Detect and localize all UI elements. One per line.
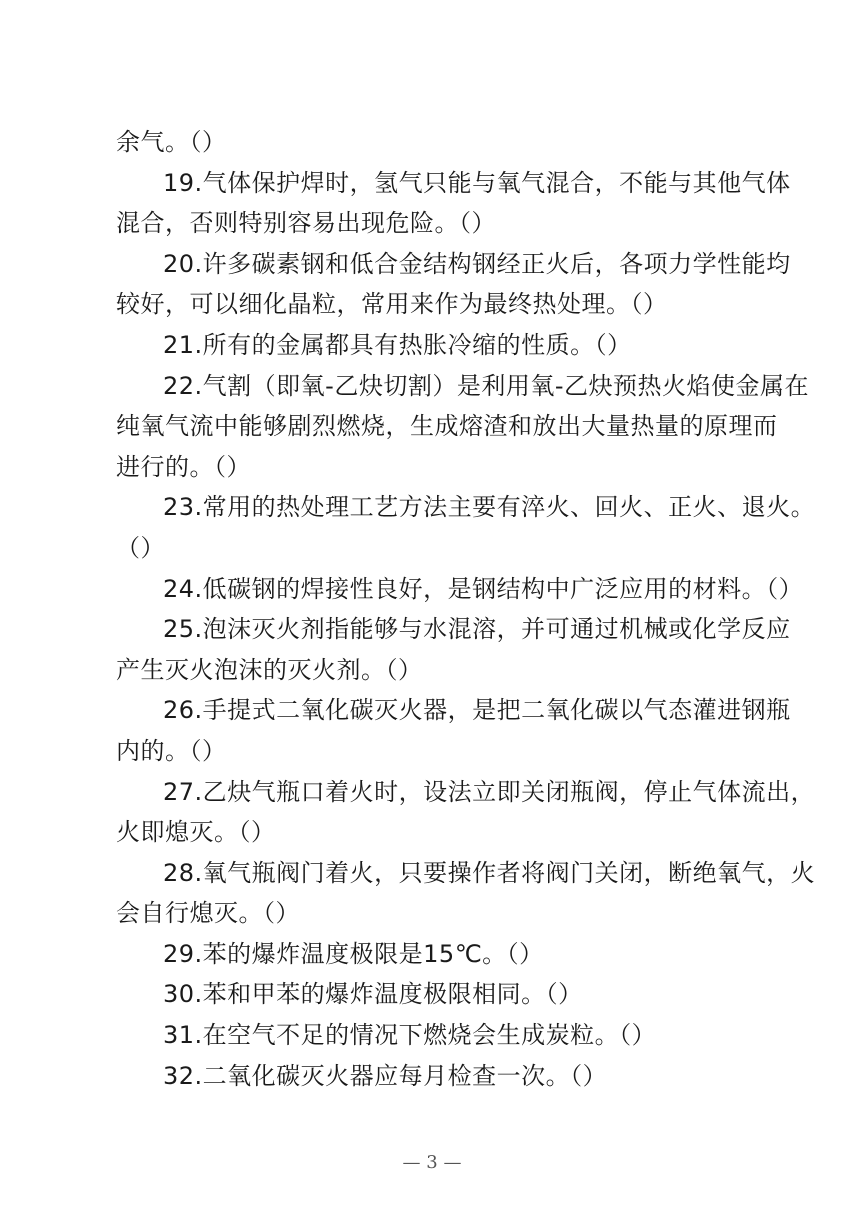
question-27: 27.乙炔气瓶口着火时，设法立即关闭瓶阀，停止气体流出， bbox=[163, 777, 816, 806]
question-29: 29.苯的爆炸温度极限是15℃。（） bbox=[163, 939, 544, 968]
question-30: 30.苯和甲苯的爆炸温度极限相同。（） bbox=[163, 980, 583, 1009]
document-body bbox=[116, 122, 816, 1096]
text-line: （） bbox=[116, 533, 165, 562]
question-21: 21.所有的金属都具有热胀冷缩的性质。（） bbox=[163, 330, 632, 359]
text-line: 进行的。（） bbox=[116, 452, 251, 481]
text-line: 产生灭火泡沫的灭火剂。（） bbox=[116, 655, 423, 684]
text-line: 内的。（） bbox=[116, 736, 227, 765]
text-line: 纯氧气流中能够剧烈燃烧，生成熔渣和放出大量热量的原理而 bbox=[116, 412, 778, 441]
page-number: — 3 — bbox=[402, 1152, 462, 1173]
question-32: 32.二氧化碳灭火器应每月检查一次。（） bbox=[163, 1061, 608, 1090]
text-line: 余气。（） bbox=[116, 128, 227, 156]
question-26: 26.手提式二氧化碳灭火器，是把二氧化碳以气态灌进钢瓶 bbox=[163, 696, 791, 725]
question-28: 28.氧气瓶阀门着火，只要操作者将阀门关闭，断绝氧气，火 bbox=[163, 858, 816, 887]
question-24: 24.低碳钢的焊接性良好，是钢结构中广泛应用的材料。（） bbox=[163, 574, 804, 603]
question-31: 31.在空气不足的情况下燃烧会生成炭粒。（） bbox=[163, 1021, 657, 1050]
text-line: 会自行熄灭。（） bbox=[116, 899, 300, 928]
question-20: 20.许多碳素钢和低合金结构钢经正火后，各项力学性能均 bbox=[163, 249, 791, 278]
question-25: 25.泡沫灭火剂指能够与水混溶，并可通过机械或化学反应 bbox=[163, 615, 791, 644]
text-line: 较好，可以细化晶粒，常用来作为最终热处理。（） bbox=[116, 290, 668, 319]
question-23: 23.常用的热处理工艺方法主要有淬火、回火、正火、退火。 bbox=[163, 493, 816, 522]
question-22: 22.气割（即氧-乙炔切割）是利用氧-乙炔预热火焰使金属在 bbox=[163, 371, 809, 400]
text-line: 火即熄灭。（） bbox=[116, 818, 276, 847]
question-19: 19.气体保护焊时，氢气只能与氧气混合，不能与其他气体 bbox=[163, 168, 791, 197]
text-line: 混合，否则特别容易出现危险。（） bbox=[116, 209, 496, 238]
